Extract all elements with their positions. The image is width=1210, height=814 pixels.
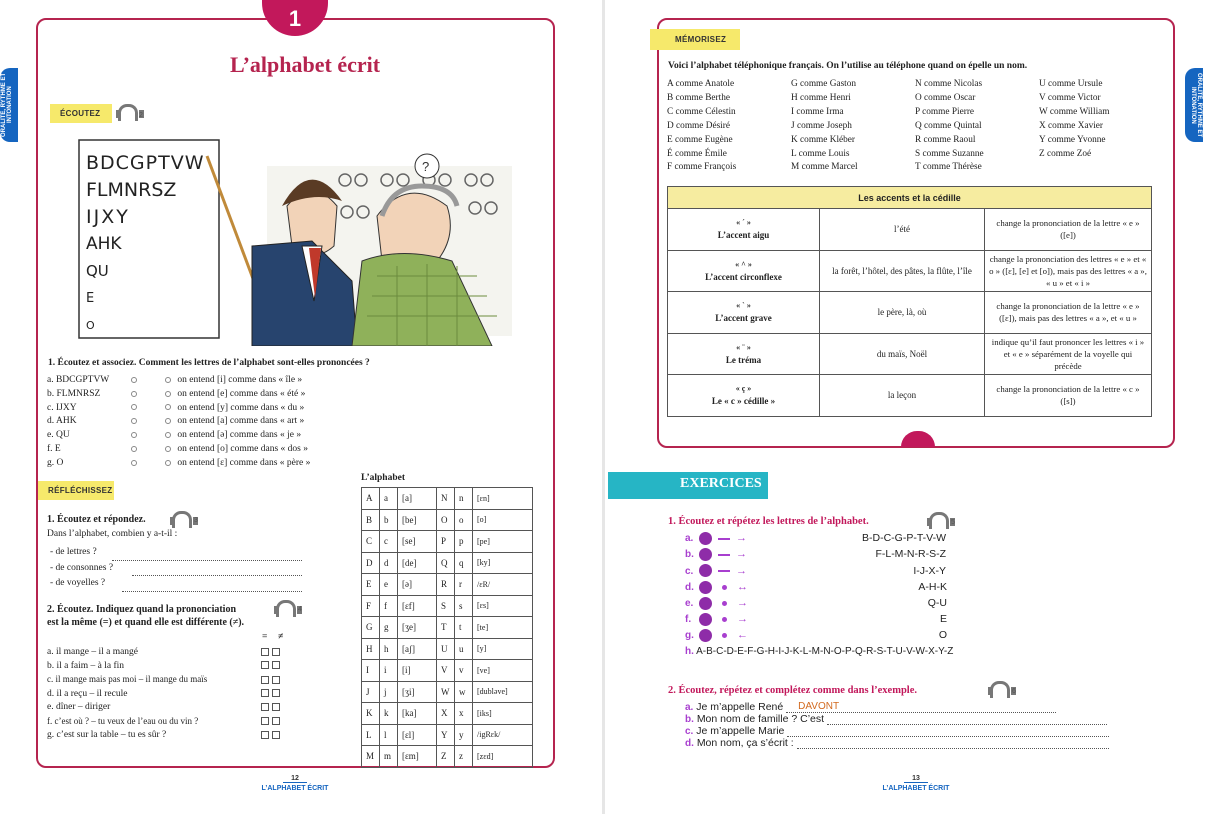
side-tab: ORALITÉ, RYTHME ET INTONATION	[0, 68, 18, 142]
table-cell: p	[455, 531, 473, 553]
answer-field[interactable]: DAVONT	[786, 701, 1056, 713]
long-vowel-icon	[718, 570, 730, 572]
accent-name: L’accent aigu	[717, 230, 770, 241]
table-cell: A	[362, 488, 380, 510]
accent-rule-cell: change la prononciation de la lettre « e » ([e])	[985, 209, 1152, 251]
list-item: f. c’est où ? – tu veux de l’eau ou du vin ?	[47, 715, 283, 730]
accent-sign: « ¨ »	[736, 342, 751, 352]
table-cell: j	[380, 681, 398, 703]
footer-text: L’ALPHABET ÉCRIT	[882, 785, 950, 792]
short-vowel-icon	[722, 585, 727, 590]
table-cell: [o]	[473, 509, 533, 531]
mouth-icon	[699, 532, 712, 545]
accent-name: Le tréma	[725, 354, 762, 365]
intonation-arrow-icon: ↔	[737, 580, 748, 593]
table-cell: z	[455, 746, 473, 768]
table-cell: v	[455, 660, 473, 682]
match-row: b. FLMNRSZ on entend [e] comme dans « été »	[47, 388, 306, 399]
table-cell: S	[437, 595, 455, 617]
table-row	[362, 746, 533, 768]
match-dot-right[interactable]	[165, 377, 171, 383]
accent-example-cell: du maïs, Noël	[820, 333, 985, 375]
accents-table-title: Les accents et la cédille	[668, 187, 1152, 209]
table-cell: R	[437, 574, 455, 596]
table-row	[362, 595, 533, 617]
short-vowel-icon	[722, 633, 727, 638]
page-number: 13	[904, 775, 928, 783]
checkbox[interactable]	[261, 703, 269, 711]
checkbox[interactable]	[261, 676, 269, 684]
phone-col: N comme Nicolas O comme Oscar P comme Pierre Q comme Quintal R comme Raoul S comme Suzanne T comme Thérèse	[915, 79, 984, 173]
intonation-arrow-icon: ←	[737, 629, 748, 642]
headphones-icon	[988, 681, 1006, 695]
match-dot-right[interactable]	[165, 404, 171, 410]
table-cell: [ka]	[398, 703, 437, 725]
checkbox[interactable]	[272, 661, 280, 669]
table-cell: [ɛn]	[473, 488, 533, 510]
table-cell: q	[455, 552, 473, 574]
memo-label: MÉMORISEZ	[650, 29, 740, 50]
match-dot-right[interactable]	[165, 432, 171, 438]
page-footer	[861, 775, 971, 792]
letter-sequence: B-D-C-G-P-T-V-W	[862, 532, 946, 545]
table-cell: [ky]	[473, 552, 533, 574]
table-cell: w	[455, 681, 473, 703]
table-row	[362, 574, 533, 596]
track-number: 5	[951, 519, 955, 526]
ex1-row: f. → E	[685, 613, 947, 626]
phone-col: G comme Gaston H comme Henri I comme Irma J comme Joseph K comme Kléber L comme Louis M comme Marcel	[791, 79, 858, 173]
table-cell: E	[362, 574, 380, 596]
accent-example-cell: le père, là, où	[820, 292, 985, 334]
table-cell: f	[380, 595, 398, 617]
accent-example-cell: la leçon	[820, 375, 985, 417]
table-cell: W	[437, 681, 455, 703]
checkbox[interactable]	[272, 703, 280, 711]
table-cell: L	[362, 724, 380, 746]
table-cell: t	[455, 617, 473, 639]
table-cell: [ve]	[473, 660, 533, 682]
match-dot-left[interactable]	[131, 377, 137, 383]
q1-title: 1. Écoutez et répondez.	[47, 514, 146, 525]
table-cell: I	[362, 660, 380, 682]
table-cell: [pe]	[473, 531, 533, 553]
page-title: L’alphabet écrit	[229, 52, 381, 77]
table-cell: d	[380, 552, 398, 574]
table-cell: e	[380, 574, 398, 596]
list-item: e. dîner – diriger	[47, 701, 283, 715]
table-cell: C	[362, 531, 380, 553]
letter-sequence: I-J-X-Y	[913, 564, 946, 577]
table-cell: [dubləve]	[473, 681, 533, 703]
table-cell: N	[437, 488, 455, 510]
ex1-row: c. → I-J-X-Y	[685, 564, 946, 577]
match-dot-left[interactable]	[131, 446, 137, 452]
ex1-row: g. ← O	[685, 629, 947, 642]
short-vowel-icon	[722, 617, 727, 622]
table-row	[668, 250, 1152, 292]
table-cell: P	[437, 531, 455, 553]
accent-name-cell	[668, 250, 820, 292]
table-cell: [be]	[398, 509, 437, 531]
accent-name: L’accent grave	[715, 313, 772, 324]
table-cell: O	[437, 509, 455, 531]
ex2-item: b. Mon nom de famille ? C’est	[685, 713, 1109, 725]
table-cell: D	[362, 552, 380, 574]
ex1-list	[685, 532, 947, 645]
mouth-icon	[699, 564, 712, 577]
table-cell: /ɛR/	[473, 574, 533, 596]
match-dot-left[interactable]	[131, 418, 137, 424]
track-number: 3	[194, 517, 198, 524]
letter-sequence: F-L-M-N-R-S-Z	[875, 548, 946, 561]
list-item: - de lettres ?	[50, 545, 302, 561]
track-number: 6	[1012, 688, 1016, 695]
headphones-icon	[116, 104, 134, 118]
checkbox[interactable]	[272, 676, 280, 684]
not-equal-header: ≠	[278, 632, 284, 642]
table-cell: o	[455, 509, 473, 531]
q2-title-line1: 2. Écoutez. Indiquez quand la prononciation	[47, 604, 237, 615]
long-vowel-icon	[718, 554, 730, 556]
footer-text: L’ALPHABET ÉCRIT	[261, 785, 329, 792]
match-dot-right[interactable]	[165, 446, 171, 452]
ex1-row: a. → B-D-C-G-P-T-V-W	[685, 532, 946, 545]
reflect-label: RÉFLÉCHISSEZ	[38, 481, 114, 500]
table-row	[362, 509, 533, 531]
accent-rule-cell: change la prononciation de la lettre « e » ([ɛ]), mais pas des lettres « a », et « u »	[985, 292, 1152, 334]
table-cell: [i]	[398, 660, 437, 682]
table-cell: [aʃ]	[398, 638, 437, 660]
table-cell: /igRɛk/	[473, 724, 533, 746]
match-row: d. AHK on entend [a] comme dans « art »	[47, 416, 305, 427]
table-cell: Z	[437, 746, 455, 768]
ex2-item: d. Mon nom, ça s’écrit :	[685, 737, 1109, 749]
ex1-row-h: h. A-B-C-D-E-F-G-H-I-J-K-L-M-N-O-P-Q-R-S-T-U-V-W-X-Y-Z	[685, 646, 954, 657]
match-row: g. O on entend [ɛ] comme dans « père »	[47, 457, 311, 468]
letter-sequence: O	[938, 629, 947, 642]
match-row: a. BDCGPTVW on entend [i] comme dans « île »	[47, 375, 303, 385]
table-cell: h	[380, 638, 398, 660]
accent-name-cell	[668, 333, 820, 375]
illustration	[77, 136, 517, 346]
equal-header: =	[262, 632, 268, 642]
table-cell: i	[380, 660, 398, 682]
checkbox[interactable]	[272, 717, 280, 725]
phone-col: U comme Ursule V comme Victor W comme William X comme Xavier Y comme Yvonne Z comme Zoé	[1039, 79, 1110, 159]
accent-name-cell	[668, 209, 820, 251]
table-cell: [y]	[473, 638, 533, 660]
accents-table	[667, 186, 1152, 417]
mouth-icon	[699, 581, 712, 594]
checkbox[interactable]	[261, 717, 269, 725]
checkbox[interactable]	[261, 689, 269, 697]
list-item: - de consonnes ?	[50, 561, 302, 577]
intonation-arrow-icon: →	[737, 597, 748, 610]
table-row	[362, 638, 533, 660]
table-row	[668, 209, 1152, 251]
table-row	[668, 333, 1152, 375]
intonation-arrow-icon: →	[737, 613, 748, 626]
q1-list	[50, 545, 302, 592]
letter-sequence: A-H-K	[918, 580, 947, 593]
intonation-arrow-icon: →	[736, 564, 747, 577]
accent-sign: « ` »	[736, 301, 751, 311]
headphones-icon	[927, 512, 945, 526]
table-cell: [ʒi]	[398, 681, 437, 703]
table-cell: [te]	[473, 617, 533, 639]
table-cell: V	[437, 660, 455, 682]
alphabet-table-title: L’alphabet	[361, 473, 405, 483]
mouth-icon	[699, 548, 712, 561]
table-cell: l	[380, 724, 398, 746]
side-tab: ORALITÉ, RYTHME ET INTONATION	[1185, 68, 1203, 142]
match-dot-left[interactable]	[131, 391, 137, 397]
table-row	[668, 375, 1152, 417]
table-cell: [a]	[398, 488, 437, 510]
ex2-title	[668, 685, 917, 696]
table-row	[362, 488, 533, 510]
track-number: 2	[139, 112, 143, 119]
accent-example-cell: l’été	[820, 209, 985, 251]
match-row: f. E on entend [o] comme dans « dos »	[47, 443, 308, 454]
table-cell: [ɛm]	[398, 746, 437, 768]
table-cell: [de]	[398, 552, 437, 574]
ex2-item: a. Je m’appelle René DAVONT	[685, 701, 1109, 713]
short-vowel-icon	[722, 601, 727, 606]
table-cell: U	[437, 638, 455, 660]
answer-field[interactable]	[122, 591, 302, 592]
ex1-title	[668, 516, 869, 527]
page-footer	[240, 775, 350, 792]
ex2-item: c. Je m’appelle Marie	[685, 725, 1109, 737]
table-cell: c	[380, 531, 398, 553]
long-vowel-icon	[718, 538, 730, 540]
intonation-arrow-icon: →	[736, 548, 747, 561]
accent-name-cell	[668, 375, 820, 417]
table-cell: G	[362, 617, 380, 639]
exercise-1-title: 1. Écoutez et associez. Comment les lettres de l’alphabet sont-elles prononcées ?	[48, 358, 370, 368]
mouth-icon	[699, 613, 712, 626]
table-cell: k	[380, 703, 398, 725]
table-cell: H	[362, 638, 380, 660]
table-row	[362, 617, 533, 639]
match-list	[47, 374, 310, 471]
table-cell: r	[455, 574, 473, 596]
checkbox[interactable]	[272, 731, 280, 739]
alphabet-table	[361, 487, 533, 768]
table-cell: X	[437, 703, 455, 725]
table-cell: M	[362, 746, 380, 768]
checkbox[interactable]	[261, 731, 269, 739]
checkbox[interactable]	[261, 648, 269, 656]
table-row	[362, 681, 533, 703]
table-cell: a	[380, 488, 398, 510]
q1-intro: Dans l’alphabet, combien y a-t-il :	[47, 529, 178, 539]
table-cell: K	[362, 703, 380, 725]
right-page	[605, 0, 1210, 814]
checkbox[interactable]	[261, 661, 269, 669]
ex1-title-text: 1. Écoutez et répétez les lettres de l’alphabet.	[668, 516, 869, 527]
letter-sequence: Q-U	[927, 597, 947, 610]
ex1-row: e. → Q-U	[685, 597, 947, 610]
table-cell: J	[362, 681, 380, 703]
table-cell: [iks]	[473, 703, 533, 725]
match-dot-right[interactable]	[165, 418, 171, 424]
accent-name: L’accent circonflexe	[705, 271, 782, 282]
list-item: d. il a reçu – il recule	[47, 688, 283, 702]
ex1-row: b. → F-L-M-N-R-S-Z	[685, 548, 946, 561]
table-cell: F	[362, 595, 380, 617]
list-item: b. il a faim – à la fin	[47, 660, 283, 674]
list-item: a. il mange – il a mangé	[47, 646, 283, 660]
letter-sequence: E	[939, 613, 947, 626]
table-cell: T	[437, 617, 455, 639]
match-dot-left[interactable]	[131, 432, 137, 438]
accent-rule-cell: change la prononciation de la lettre « c » ([s])	[985, 375, 1152, 417]
table-cell: n	[455, 488, 473, 510]
table-cell: [ʒe]	[398, 617, 437, 639]
checkbox[interactable]	[272, 648, 280, 656]
match-dot-right[interactable]	[165, 460, 171, 466]
accent-rule-cell: change la prononciation des lettres « e » et « o » ([ɛ], [e] et [o]), mais pas des lettres « a », « u » et « i »	[985, 250, 1152, 292]
table-cell: [ɛf]	[398, 595, 437, 617]
table-cell: [ɛl]	[398, 724, 437, 746]
ex1-row: d. ↔ A-H-K	[685, 580, 947, 593]
list-item: g. c’est sur la table – tu es sûr ?	[47, 729, 283, 743]
track-number: 4	[298, 606, 302, 613]
table-row	[362, 724, 533, 746]
intonation-arrow-icon: →	[736, 532, 747, 545]
listen-label: ÉCOUTEZ	[50, 104, 112, 123]
svg-text:?: ?	[422, 159, 430, 174]
ex2-title-text: 2. Écoutez, répétez et complétez comme dans l’exemple.	[668, 685, 917, 696]
table-cell: [zɛd]	[473, 746, 533, 768]
answer-field[interactable]	[797, 748, 1109, 749]
table-row	[362, 531, 533, 553]
accent-sign: « ^ »	[735, 259, 752, 269]
match-dot-left[interactable]	[131, 404, 137, 410]
list-item: - de voyelles ?	[50, 576, 302, 592]
q2-title-line2: est la même (=) et quand elle est différente (≠).	[47, 617, 245, 628]
table-cell: B	[362, 509, 380, 531]
table-cell: g	[380, 617, 398, 639]
accent-sign: « ç »	[735, 384, 752, 394]
table-cell: [se]	[398, 531, 437, 553]
headphones-icon	[170, 511, 188, 525]
accent-name: Le « c » cédille »	[711, 396, 776, 407]
table-cell: [ə]	[398, 574, 437, 596]
table-cell: m	[380, 746, 398, 768]
table-row	[362, 703, 533, 725]
exercises-header: EXERCICES	[608, 472, 768, 499]
table-cell: [ɛs]	[473, 595, 533, 617]
table-cell: Y	[437, 724, 455, 746]
table-row	[362, 660, 533, 682]
match-dot-left[interactable]	[131, 460, 137, 466]
table-cell: u	[455, 638, 473, 660]
table-cell: b	[380, 509, 398, 531]
headphones-icon	[274, 600, 292, 614]
accent-rule-cell: indique qu’il faut prononcer les lettres « i » et « e » séparément de la voyelle qui précède	[985, 333, 1152, 375]
accent-example-cell: la forêt, l’hôtel, des pâtes, la flûte, l’île	[820, 250, 985, 292]
accent-sign: « ´ »	[736, 218, 751, 228]
match-row: e. QU on entend [ə] comme dans « je »	[47, 430, 302, 441]
table-row	[668, 292, 1152, 334]
table-cell: y	[455, 724, 473, 746]
checkbox[interactable]	[272, 689, 280, 697]
accent-name-cell	[668, 292, 820, 334]
eye-chart: BDCGPTVW FLMNRSZ IJXY AHK QU E O	[86, 152, 205, 332]
match-row: c. IJXY on entend [y] comme dans « du »	[47, 402, 305, 413]
page-number: 12	[283, 775, 307, 783]
table-row	[362, 552, 533, 574]
mouth-icon	[699, 629, 712, 642]
phone-col: A comme Anatole B comme Berthe C comme Célestin D comme Désiré E comme Eugène É comme Émile F comme François	[667, 79, 737, 173]
table-cell: x	[455, 703, 473, 725]
chapter-number: 1	[262, 0, 328, 36]
mouth-icon	[699, 597, 712, 610]
phone-intro: Voici l’alphabet téléphonique français. On l’utilise au téléphone quand on épelle un nom.	[668, 61, 1028, 71]
ex2-list	[685, 701, 1109, 749]
table-cell: Q	[437, 552, 455, 574]
match-dot-right[interactable]	[165, 391, 171, 397]
q2-list	[47, 646, 283, 743]
table-cell: s	[455, 595, 473, 617]
list-item: c. il mange mais pas moi – il mange du maïs	[47, 673, 283, 688]
